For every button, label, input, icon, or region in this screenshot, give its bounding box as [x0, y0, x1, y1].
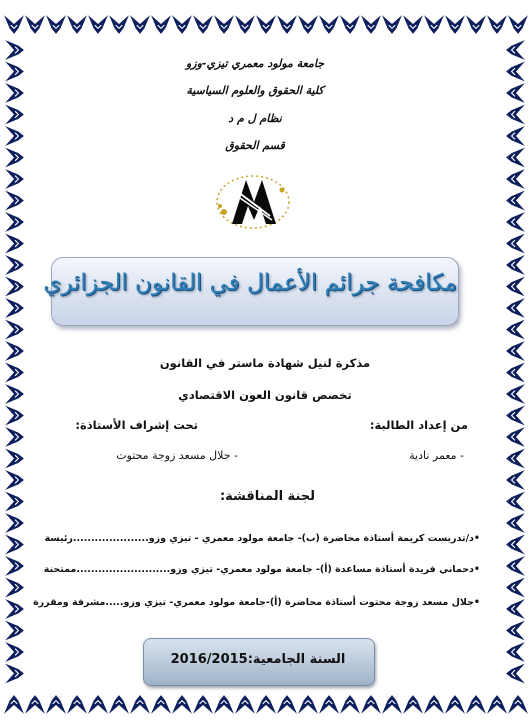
bird-ornament-icon: [130, 15, 150, 34]
bird-ornament-icon: [193, 695, 213, 714]
academic-year: السنة الجامعية:2016/2015: [170, 652, 346, 667]
bird-ornament-icon: [298, 695, 318, 714]
bird-ornament-icon: [5, 642, 24, 662]
bird-ornament-icon: [67, 15, 87, 34]
bird-ornament-icon: [277, 695, 297, 714]
bird-ornament-icon: [361, 15, 381, 34]
bird-ornament-icon: [506, 621, 525, 641]
bird-ornament-icon: [506, 105, 525, 125]
bird-ornament-icon: [506, 320, 525, 340]
bird-ornament-icon: [506, 298, 525, 318]
university-name: جامعة مولود معمري تيزي-وزو: [185, 57, 325, 70]
bird-ornament-icon: [256, 15, 276, 34]
bird-ornament-icon: [445, 15, 465, 34]
bird-ornament-icon: [172, 695, 192, 714]
bird-ornament-icon: [5, 470, 24, 490]
bird-ornament-icon: [298, 15, 318, 34]
bird-ornament-icon: [506, 642, 525, 662]
bird-ornament-icon: [88, 15, 108, 34]
bird-ornament-icon: [506, 513, 525, 533]
bird-ornament-icon: [506, 191, 525, 211]
bird-ornament-icon: [506, 449, 525, 469]
bird-ornament-icon: [506, 427, 525, 447]
bird-ornament-icon: [46, 695, 66, 714]
bird-ornament-icon: [382, 695, 402, 714]
bird-ornament-icon: [5, 320, 24, 340]
bird-ornament-icon: [5, 62, 24, 82]
bird-ornament-icon: [506, 556, 525, 576]
faculty-name: كلية الحقوق والعلوم السياسية: [186, 84, 324, 97]
bird-ornament-icon: [4, 15, 24, 34]
bird-ornament-icon: [214, 15, 234, 34]
bird-ornament-icon: [340, 15, 360, 34]
bird-ornament-icon: [487, 15, 507, 34]
bird-ornament-icon: [5, 578, 24, 598]
bird-ornament-icon: [151, 15, 171, 34]
bird-ornament-icon: [5, 255, 24, 275]
bird-ornament-icon: [235, 15, 255, 34]
bird-ornament-icon: [403, 15, 423, 34]
bird-ornament-icon: [5, 621, 24, 641]
bird-ornament-icon: [506, 148, 525, 168]
bird-ornament-icon: [506, 255, 525, 275]
committee-title: لجنة المناقشة:: [219, 489, 315, 504]
bird-ornament-icon: [5, 40, 24, 60]
bird-ornament-icon: [506, 664, 525, 684]
bird-ornament-icon: [466, 695, 486, 714]
bird-ornament-icon: [130, 695, 150, 714]
bird-ornament-icon: [214, 695, 234, 714]
supervisor-name: - جلال مسعد زوجة محتوت: [116, 449, 238, 462]
bird-ornament-icon: [172, 15, 192, 34]
bird-ornament-icon: [5, 169, 24, 189]
bird-ornament-icon: [109, 15, 129, 34]
bird-ornament-icon: [508, 15, 528, 34]
bird-ornament-icon: [382, 15, 402, 34]
bird-ornament-icon: [109, 695, 129, 714]
bird-ornament-icon: [25, 15, 45, 34]
bird-ornament-icon: [466, 15, 486, 34]
bird-ornament-icon: [25, 695, 45, 714]
committee-member: •دحماني فريدة أستاذة مساعدة (أ)- جامعة مولود معمري- تيزي وزو..........................ممتحنة: [43, 564, 480, 575]
bird-ornament-icon: [67, 695, 87, 714]
bird-ornament-icon: [5, 277, 24, 297]
bird-ornament-icon: [508, 695, 528, 714]
bird-ornament-icon: [5, 105, 24, 125]
supervisor-label: تحت إشراف الأستاذة:: [75, 418, 198, 432]
committee-member: •د/تدريست كريمة أستاذة محاضرة (ب)- جامعة مولود معمري - تيزي وزو.....................رئيسة: [44, 533, 480, 544]
bird-ornament-icon: [256, 695, 276, 714]
bird-ornament-icon: [5, 664, 24, 684]
system-name: نظام ل م د: [228, 112, 282, 125]
thesis-title: مكافحة جرائم الأعمال في القانون الجزائري: [43, 270, 457, 296]
bird-ornament-icon: [5, 298, 24, 318]
bird-ornament-icon: [5, 449, 24, 469]
bird-ornament-icon: [424, 15, 444, 34]
bird-ornament-icon: [5, 148, 24, 168]
bird-ornament-icon: [5, 83, 24, 103]
bird-ornament-icon: [5, 234, 24, 254]
bird-ornament-icon: [235, 695, 255, 714]
committee-member: •جلال مسعد زوجة محتوت أستاذة محاضرة (أ)-جامعة مولود معمري- تيزي وزو.....مشرفة ومقررة: [33, 597, 480, 608]
bird-ornament-icon: [5, 427, 24, 447]
bird-ornament-icon: [193, 15, 213, 34]
bird-ornament-icon: [506, 535, 525, 555]
bird-ornament-icon: [5, 212, 24, 232]
bird-ornament-icon: [506, 277, 525, 297]
bird-ornament-icon: [506, 62, 525, 82]
bird-ornament-icon: [46, 15, 66, 34]
bird-ornament-icon: [506, 470, 525, 490]
bird-ornament-icon: [319, 15, 339, 34]
bird-ornament-icon: [4, 695, 24, 714]
bird-ornament-icon: [506, 126, 525, 146]
bird-ornament-icon: [403, 695, 423, 714]
bird-ornament-icon: [5, 191, 24, 211]
bird-ornament-icon: [506, 406, 525, 426]
bird-ornament-icon: [424, 695, 444, 714]
bird-ornament-icon: [506, 40, 525, 60]
bird-ornament-icon: [506, 578, 525, 598]
bird-ornament-icon: [445, 695, 465, 714]
bird-ornament-icon: [361, 695, 381, 714]
university-logo: [212, 172, 294, 232]
bird-ornament-icon: [506, 83, 525, 103]
bird-ornament-icon: [5, 513, 24, 533]
bird-ornament-icon: [319, 695, 339, 714]
department-name: قسم الحقوق: [225, 139, 285, 152]
bird-ornament-icon: [5, 556, 24, 576]
specialty-line: تخصص قانون العون الاقتصادي: [178, 388, 352, 402]
bird-ornament-icon: [5, 535, 24, 555]
bird-ornament-icon: [5, 126, 24, 146]
prepared-by-label: من إعداد الطالبة:: [369, 418, 468, 432]
bird-ornament-icon: [5, 599, 24, 619]
bird-ornament-icon: [340, 695, 360, 714]
bird-ornament-icon: [151, 695, 171, 714]
bird-ornament-icon: [487, 695, 507, 714]
bird-ornament-icon: [506, 212, 525, 232]
bird-ornament-icon: [506, 599, 525, 619]
degree-line: مذكرة لنيل شهادة ماستر في القانون: [159, 356, 371, 370]
bird-ornament-icon: [506, 492, 525, 512]
bird-ornament-icon: [5, 492, 24, 512]
bird-ornament-icon: [506, 234, 525, 254]
bird-ornament-icon: [5, 406, 24, 426]
bird-ornament-icon: [277, 15, 297, 34]
bird-ornament-icon: [88, 695, 108, 714]
student-name: - معمر نادية: [409, 449, 464, 462]
bird-ornament-icon: [506, 169, 525, 189]
